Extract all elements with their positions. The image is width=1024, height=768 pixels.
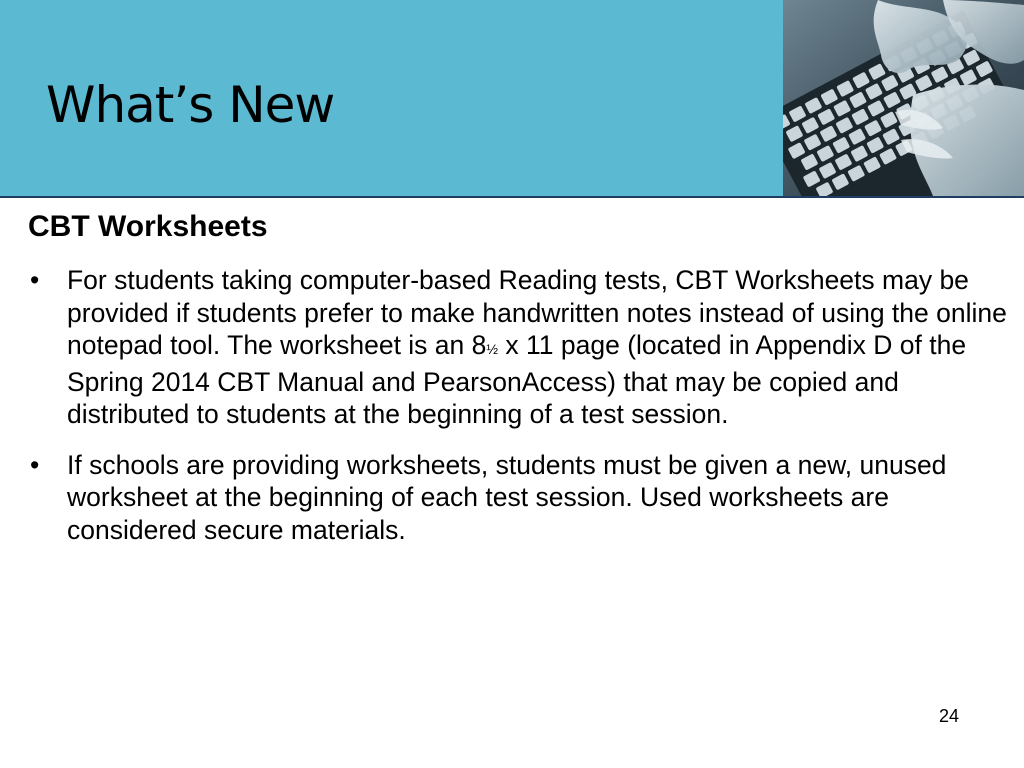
list-item — [28, 264, 1013, 431]
list-item — [28, 449, 1013, 547]
keyboard-icon — [783, 0, 1024, 196]
bullet-text: For students taking computer-based Reading tests, CBT Worksheets may be provided if students prefer to make handwritten notes instead of using the online notepad tool. The worksheet is an 8 — [67, 265, 1007, 360]
bullet-list — [28, 264, 1013, 564]
keyboard-typing-photo — [783, 0, 1024, 196]
bullet-text-continued: x 11 page (located in Appendix D of the Spring 2014 CBT Manual and PearsonAccess) that may be copied and distributed to students at the beginning of a test session. — [67, 330, 967, 429]
section-heading: CBT Worksheets — [28, 210, 268, 243]
bullet-icon: • — [30, 449, 40, 480]
fraction-half: ½ — [486, 341, 499, 357]
slide-title: What’s New — [46, 76, 335, 134]
bullet-text: If schools are providing worksheets, students must be given a new, unused worksheet at the beginning of each test session. Used worksheets are considered secure materials. — [67, 449, 947, 545]
page-number: 24 — [939, 706, 960, 726]
bullet-icon: • — [30, 265, 40, 295]
slide-header — [0, 0, 1024, 198]
